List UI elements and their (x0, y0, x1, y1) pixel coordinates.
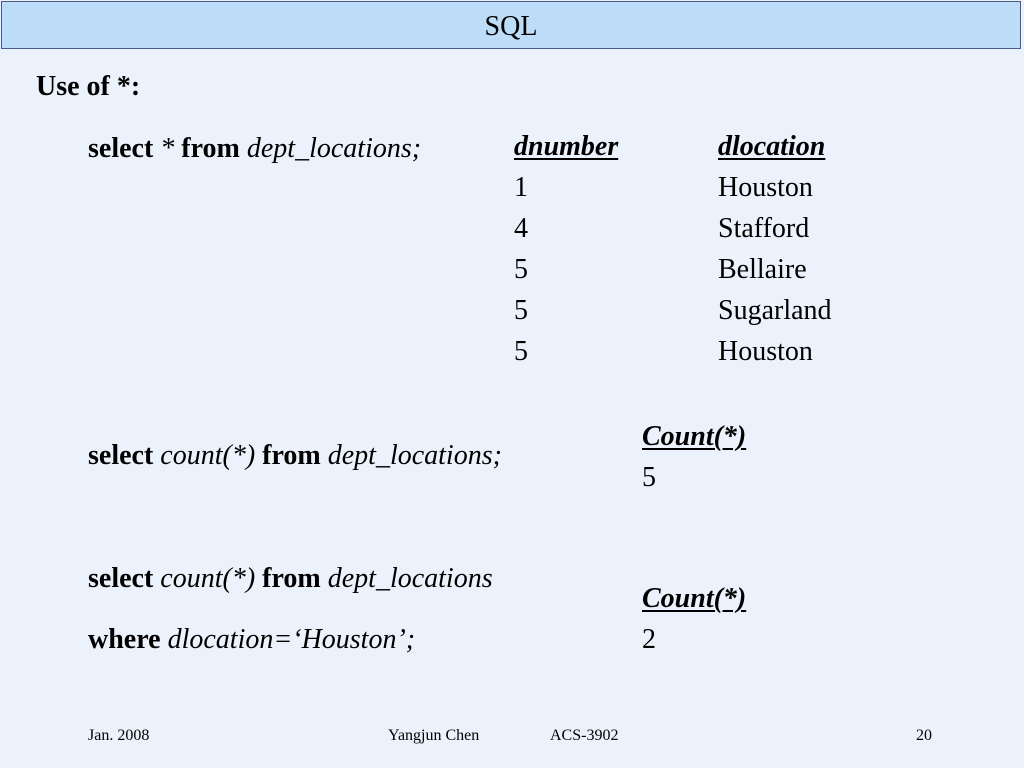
section-heading: Use of *: (36, 71, 141, 102)
cell: Sugarland (718, 295, 832, 326)
cell: 5 (514, 336, 528, 367)
cell: Stafford (718, 213, 810, 244)
footer-author: Yangjun Chen (388, 727, 480, 744)
footer-page-number: 20 (916, 727, 932, 744)
result-value: 2 (642, 624, 656, 655)
cell: Houston (718, 336, 813, 367)
result-header: Count(*) (642, 583, 747, 614)
keyword-from: from (181, 133, 240, 164)
query-where-clause (88, 623, 415, 657)
table-name: dept_locations; (246, 133, 422, 164)
count-expression: count(*) (160, 440, 256, 471)
keyword-select: select (88, 563, 154, 594)
column-header-dlocation: dlocation (718, 131, 826, 162)
query-count-where (88, 562, 493, 596)
column-header-dnumber: dnumber (514, 131, 619, 162)
keyword-select: select (88, 440, 154, 471)
slide-title: SQL (484, 11, 538, 42)
count-expression: count(*) (160, 563, 256, 594)
cell: Bellaire (718, 254, 807, 285)
table-name: dept_locations (327, 563, 493, 594)
result-header: Count(*) (642, 421, 747, 452)
result-count-where (642, 582, 746, 657)
where-condition: dlocation=‘Houston’; (167, 624, 416, 655)
cell: 4 (514, 213, 528, 244)
footer-date: Jan. 2008 (88, 727, 150, 744)
cell: 5 (514, 254, 528, 285)
column-dlocation (718, 130, 832, 369)
keyword-select: select (88, 133, 154, 164)
keyword-from: from (262, 440, 321, 471)
query-count-all (88, 439, 502, 473)
keyword-from: from (262, 563, 321, 594)
result-value: 5 (642, 462, 656, 493)
title-bar (1, 1, 1021, 49)
column-dnumber (514, 130, 618, 369)
footer-course: ACS-3902 (550, 727, 619, 744)
keyword-where: where (88, 624, 161, 655)
cell: 5 (514, 295, 528, 326)
star: * (160, 133, 175, 164)
query-select-star (88, 132, 421, 166)
table-name: dept_locations; (327, 440, 502, 471)
result-count-all (642, 420, 746, 495)
cell: Houston (718, 172, 813, 203)
cell: 1 (514, 172, 528, 203)
